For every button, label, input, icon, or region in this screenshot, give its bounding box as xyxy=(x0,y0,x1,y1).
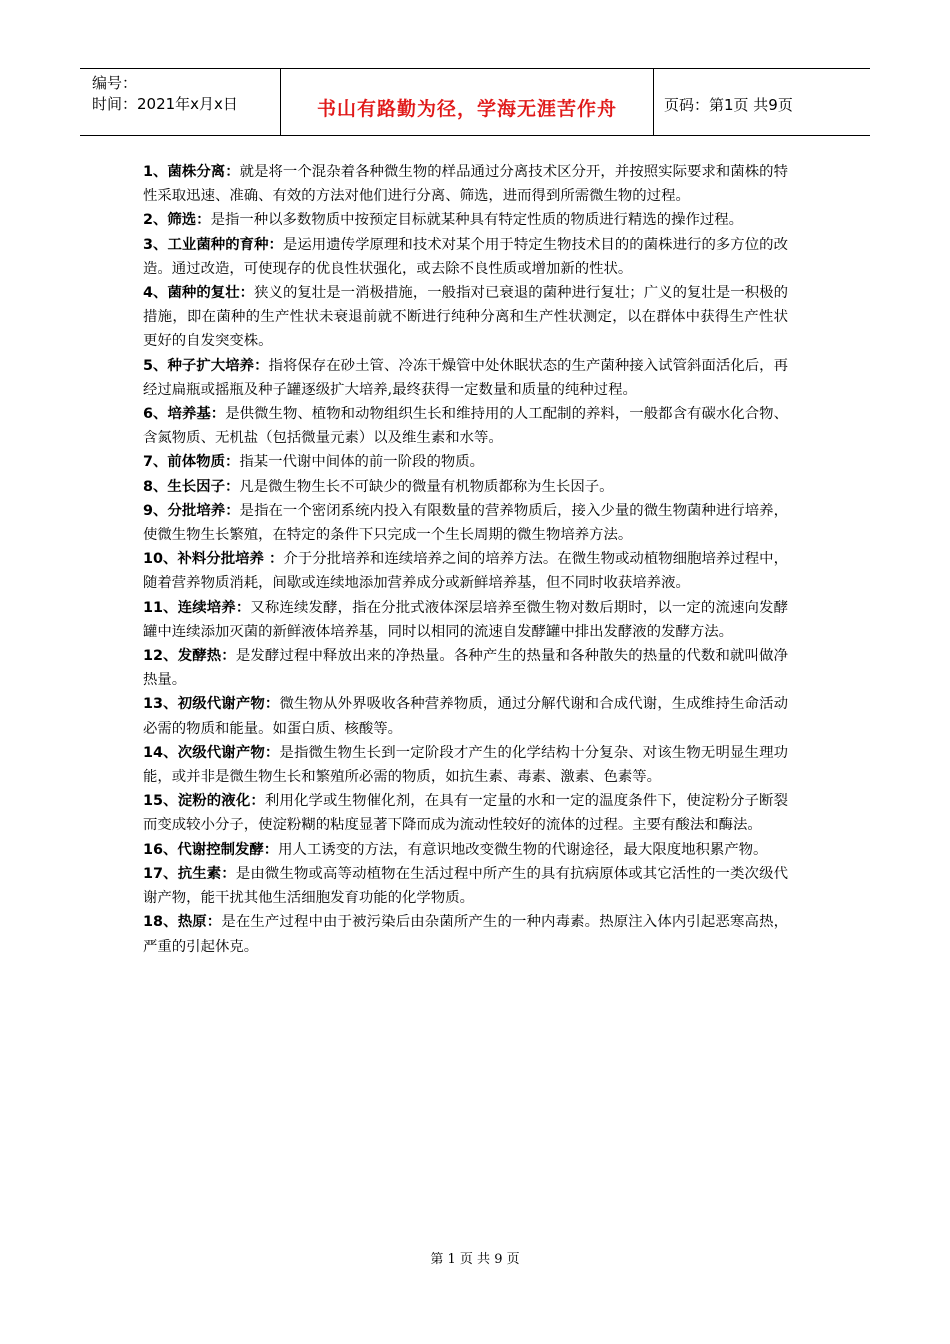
definition-entry xyxy=(143,281,788,354)
definition-term: 16、代谢控制发酵： xyxy=(143,841,279,858)
definition-entry xyxy=(143,910,788,958)
definition-term: 2、筛选： xyxy=(143,212,211,229)
definition-term: 1、菌株分离： xyxy=(143,164,240,180)
definition-text: 利用化学或生物催化剂，在具有一定量的水和一定的温度条件下，使淀粉分子断裂而变成较小分子，使淀粉糊的粘度显著下降而成为流动性较好的流体的过程。主要有酸法和酶法。 xyxy=(143,793,788,834)
definition-term: 18、热原： xyxy=(143,914,222,931)
definition-entry xyxy=(143,450,788,474)
definition-term: 8、生长因子： xyxy=(143,478,240,495)
definition-term: 7、前体物质： xyxy=(143,454,240,471)
definition-text: 是由微生物或高等动植物在生活过程中所产生的具有抗病原体或其它活性的一类次级代谢产物，能干扰其他生活细胞发育功能的化学物质。 xyxy=(143,865,788,907)
header-motto-cell xyxy=(280,69,654,135)
definition-entry xyxy=(143,741,788,789)
header-page-code xyxy=(654,69,870,135)
definition-text: 指某一代谢中间体的前一阶段的物质。 xyxy=(239,454,485,471)
definition-term: 9、分批培养： xyxy=(143,502,240,519)
definition-text: 狭义的复壮是一消极措施，一般指对已衰退的菌种进行复壮；广义的复壮是一积极的措施，即在菌种的生产性状未衰退前就不断进行纯种分离和生产性状测定，以在群体中获得生产性状更好的自发突变株。 xyxy=(143,285,788,350)
definition-entry xyxy=(143,547,788,595)
definition-text: 是在生产过程中由于被污染后由杂菌所产生的一种内毒素。热原注入体内引起恶寒高热，严重的引起休克。 xyxy=(143,914,788,955)
definition-entry xyxy=(143,402,788,450)
definition-entry xyxy=(143,838,788,862)
definition-entry xyxy=(143,354,788,402)
definition-term: 6、培养基： xyxy=(143,406,226,423)
definition-term: 10、补料分批培养 ： xyxy=(143,551,284,568)
definition-entry xyxy=(143,596,788,644)
definition-text: 介于分批培养和连续培养之间的培养方法。在微生物或动植物细胞培养过程中，随着营养物质消耗，间歇或连续地添加营养成分或新鲜培养基，但不同时收获培养液。 xyxy=(143,551,788,592)
definition-entry xyxy=(143,789,788,837)
page-code-text: 页码：第1页 共9页 xyxy=(664,95,793,114)
header-meta xyxy=(80,69,280,135)
definition-text: 是指一种以多数物质中按预定目标就某种具有特定性质的物质进行精选的操作过程。 xyxy=(210,212,744,229)
document-body xyxy=(143,160,788,959)
definition-entry xyxy=(143,644,788,692)
definition-term: 11、连续培养： xyxy=(143,599,251,616)
definition-text: 就是将一个混杂着各种微生物的样品通过分离技术区分开，并按照实际要求和菌株的特性采取迅速、准确、有效的方法对他们进行分离、筛选，进而得到所需微生物的过程。 xyxy=(143,164,788,205)
definition-term: 12、发酵热： xyxy=(143,648,236,665)
definition-text: 又称连续发酵，指在分批式液体深层培养至微生物对数后期时，以一定的流速向发酵罐中连续添加灭菌的新鲜液体培养基，同时以相同的流速自发酵罐中排出发酵液的发酵方法。 xyxy=(143,599,788,640)
page-footer xyxy=(0,1248,950,1267)
page-header xyxy=(80,68,870,136)
footer-page-number: 第 1 页 共 9 页 xyxy=(430,1252,520,1267)
definition-text: 是指在一个密闭系统内投入有限数量的营养物质后，接入少量的微生物菌种进行培养，使微生物生长繁殖，在特定的条件下只完成一个生长周期的微生物培养方法。 xyxy=(143,502,788,544)
definition-text: 是运用遗传学原理和技术对某个用于特定生物技术目的的菌株进行的多方位的改造。通过改造，可使现存的优良性状强化，或去除不良性质或增加新的性状。 xyxy=(143,236,788,277)
definition-term: 5、种子扩大培养： xyxy=(143,357,269,374)
time-label: 时间：2021年x月x日 xyxy=(92,95,238,113)
definition-text: 是指微生物生长到一定阶段才产生的化学结构十分复杂、对该生物无明显生理功能，或并非是微生物生长和繁殖所必需的物质，如抗生素、毒素、激素、色素等。 xyxy=(143,744,788,786)
definition-text: 指将保存在砂土管、冷冻干燥管中处休眠状态的生产菌种接入试管斜面活化后，再经过扁瓶或摇瓶及种子罐逐级扩大培养,最终获得一定数量和质量的纯种过程。 xyxy=(143,357,788,398)
definition-entry xyxy=(143,208,788,232)
definition-entry xyxy=(143,233,788,281)
definition-term: 13、初级代谢产物： xyxy=(143,696,280,713)
definition-text: 是发酵过程中释放出来的净热量。各种产生的热量和各种散失的热量的代数和就叫做净热量。 xyxy=(143,648,788,689)
motto-text: 书山有路勤为径，学海无涯苦作舟 xyxy=(316,97,617,120)
definition-term: 14、次级代谢产物： xyxy=(143,744,280,761)
serial-label: 编号： xyxy=(92,74,138,92)
definition-text: 微生物从外界吸收各种营养物质，通过分解代谢和合成代谢，生成维持生命活动必需的物质和能量。如蛋白质、核酸等。 xyxy=(143,696,788,737)
definition-entry xyxy=(143,862,788,910)
definition-entry xyxy=(143,499,788,547)
definition-entry xyxy=(143,160,788,208)
definition-term: 17、抗生素： xyxy=(143,865,236,882)
definition-entry xyxy=(143,692,788,740)
definition-term: 4、菌种的复壮： xyxy=(143,285,255,302)
definition-entry xyxy=(143,475,788,499)
definition-term: 3、工业菌种的育种： xyxy=(143,236,283,253)
definition-term: 15、淀粉的液化： xyxy=(143,793,265,810)
definition-text: 是供微生物、植物和动物组织生长和维持用的人工配制的养料，一般都含有碳水化合物、含氮物质、无机盐（包括微量元素）以及维生素和水等。 xyxy=(143,406,788,447)
definition-text: 凡是微生物生长不可缺少的微量有机物质都称为生长因子。 xyxy=(239,478,614,495)
definition-text: 用人工诱变的方法，有意识地改变微生物的代谢途径，最大限度地积累产物。 xyxy=(278,841,768,858)
